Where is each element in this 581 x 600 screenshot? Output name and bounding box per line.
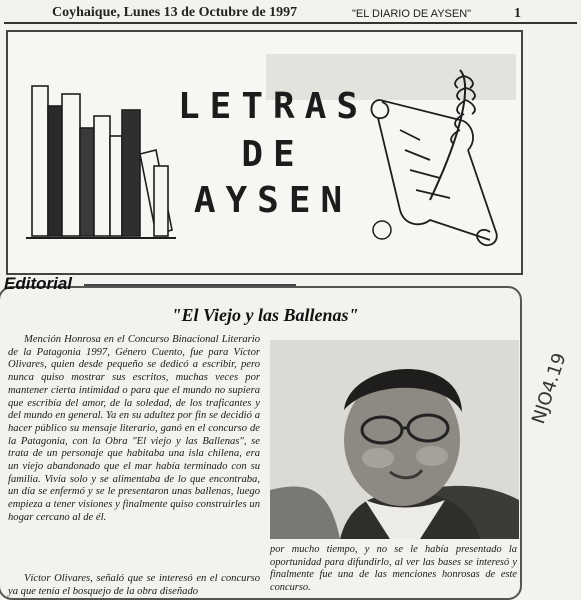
article-body: Mención Honrosa en el Concurso Binacional Literario de la Patagonia 1997, Género Cuento, fue para Víctor Olivares, quien desde pequeño se dedicó a escribir, pero nunca quiso mostrar sus escritos, muchas veces por mantener cierta intimidad o para que el mundo no supiera que escribía del amor, de la soledad, de los traficantes y del mundo en general. Ya en su adultez por fin se decidió a hacer público su mensaje literario, ganó en el concurso de la Patagonia, con la Obra "El viejo y las Ballenas", se trata de un personaje que habitaba una isla chilena, era un viejo abandonado que el mar había terminado con su familia. Vivía solo y se alimentaba de lo que encontraba, un día se enfermó y se le presentaron unas ballenas, luego empieza a tener visiones y finalmente quiso construirles un hogar cercano al de él. (8, 334, 260, 523)
section-banner (6, 30, 523, 275)
scroll-and-quill-icon (360, 60, 510, 260)
article-body-continued: Víctor Olivares, señaló que se interesó en el concurso ya que tenía el bosquejo de la obra diseñado (8, 573, 260, 597)
header-rule (4, 22, 577, 24)
page-number: 1 (514, 6, 521, 21)
author-photo (270, 340, 519, 539)
banner-title-line-2: DE (241, 134, 305, 175)
banner-title-line-1: LETRAS (177, 86, 369, 127)
handwritten-annotation: NJO4.19 (528, 350, 571, 427)
books-illustration-icon (26, 66, 176, 266)
publication-date: Coyhaique, Lunes 13 de Octubre de 1997 (52, 5, 298, 20)
editorial-rule (84, 284, 296, 286)
section-label: Editorial (4, 274, 73, 293)
photo-caption: por mucho tiempo, y no se le había presentado la oportunidad para difundirlo, al ver las bases se interesó y finalmente fue una de las menciones honrosas de este concurso. (270, 544, 517, 593)
banner-title-line-3: AYSEN (193, 180, 353, 221)
portrait-image (270, 340, 519, 539)
newspaper-name: "EL DIARIO DE AYSEN" (352, 8, 472, 20)
article-title: "El Viejo y las Ballenas" (171, 305, 359, 325)
